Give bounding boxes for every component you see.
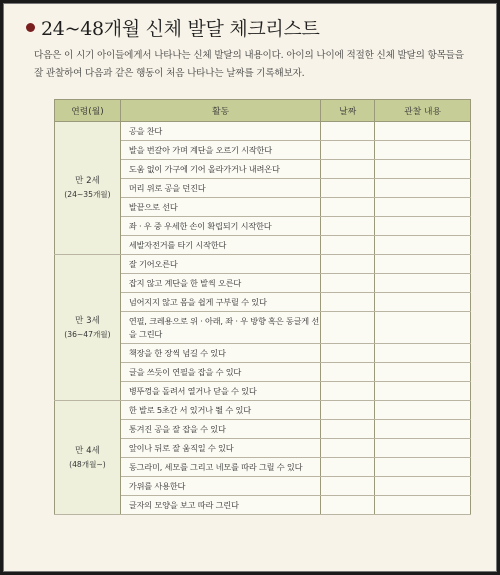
activity-cell xyxy=(120,293,320,312)
date-cell[interactable] xyxy=(321,477,375,496)
activity-cell xyxy=(120,420,320,439)
activity-text: 세발자전거를 타기 시작한다 xyxy=(128,239,227,250)
notes-cell[interactable] xyxy=(375,179,471,198)
activity-cell xyxy=(120,236,320,255)
activity-text: 공을 찬다 xyxy=(128,125,163,136)
age-range-label: (36~47개월) xyxy=(64,329,111,339)
header-date: 날짜 xyxy=(321,100,375,122)
activity-cell xyxy=(120,477,320,496)
date-cell[interactable] xyxy=(321,344,375,363)
checklist-table xyxy=(54,99,471,515)
date-cell[interactable] xyxy=(321,122,375,141)
activity-text: 머리 위로 공을 던진다 xyxy=(128,182,206,193)
notes-cell[interactable] xyxy=(375,141,471,160)
activity-text: 연필, 크레용으로 위 · 아래, 좌 · 우 방향 혹은 동글게 선을 그린다 xyxy=(128,315,320,339)
date-cell[interactable] xyxy=(321,458,375,477)
title-row xyxy=(26,12,320,42)
date-cell[interactable] xyxy=(321,274,375,293)
activity-text: 좌 · 우 중 우세한 손이 확립되기 시작한다 xyxy=(128,220,272,231)
age-label: 만 3세 xyxy=(75,315,100,326)
activity-cell xyxy=(120,496,320,515)
activity-cell xyxy=(120,458,320,477)
activity-cell xyxy=(120,141,320,160)
date-cell[interactable] xyxy=(321,439,375,458)
notes-cell[interactable] xyxy=(375,439,471,458)
age-label: 만 2세 xyxy=(75,176,100,186)
age-range-label: (24~35개월) xyxy=(64,190,111,199)
notes-cell[interactable] xyxy=(375,363,471,382)
activity-cell xyxy=(120,312,320,344)
date-cell[interactable] xyxy=(321,141,375,160)
activity-text: 넘어지지 않고 몸을 쉽게 구부릴 수 있다 xyxy=(128,296,267,307)
activity-text: 한 발로 5초간 서 있거나 뛸 수 있다 xyxy=(128,404,251,415)
notes-cell[interactable] xyxy=(375,496,471,515)
notes-cell[interactable] xyxy=(375,312,471,344)
activity-text: 글을 쓰듯이 연필을 잡을 수 있다 xyxy=(128,366,242,377)
intro-text: 다음은 이 시기 아이들에게서 나타나는 신체 발달의 내용이다. 아이의 나이에 적절한 신체 발달의 항목들을 잘 관찰하여 다음과 같은 행동이 처음 나타나는 날짜를 기록해보자. xyxy=(34,50,464,79)
notes-cell[interactable] xyxy=(375,458,471,477)
activity-cell xyxy=(120,217,320,236)
date-cell[interactable] xyxy=(321,236,375,255)
activity-text: 발을 번갈아 가며 계단을 오르기 시작한다 xyxy=(128,144,272,155)
activity-cell xyxy=(120,274,320,293)
age-group-cell xyxy=(55,401,121,515)
date-cell[interactable] xyxy=(321,401,375,420)
notes-cell[interactable] xyxy=(375,420,471,439)
activity-cell xyxy=(120,255,320,274)
notes-cell[interactable] xyxy=(375,274,471,293)
date-cell[interactable] xyxy=(321,179,375,198)
activity-cell xyxy=(120,439,320,458)
activity-cell xyxy=(120,122,320,141)
activity-text: 잘 기어오른다 xyxy=(128,258,178,269)
date-cell[interactable] xyxy=(321,217,375,236)
date-cell[interactable] xyxy=(321,160,375,179)
header-age: 연령(월) xyxy=(55,100,121,122)
notes-cell[interactable] xyxy=(375,160,471,179)
age-group-cell xyxy=(55,122,121,255)
notes-cell[interactable] xyxy=(375,293,471,312)
activity-text: 가위를 사용한다 xyxy=(128,480,186,491)
date-cell[interactable] xyxy=(321,382,375,401)
notes-cell[interactable] xyxy=(375,401,471,420)
header-notes: 관찰 내용 xyxy=(375,100,471,122)
notes-cell[interactable] xyxy=(375,382,471,401)
age-label: 만 4세 xyxy=(75,445,100,456)
activity-cell xyxy=(120,401,320,420)
date-cell[interactable] xyxy=(321,312,375,344)
table-row xyxy=(55,255,471,274)
activity-cell xyxy=(120,344,320,363)
activity-text: 도움 없이 가구에 기어 올라가거나 내려온다 xyxy=(128,163,280,174)
date-cell[interactable] xyxy=(321,363,375,382)
notes-cell[interactable] xyxy=(375,122,471,141)
activity-text: 병뚜껑을 돌려서 열거나 닫을 수 있다 xyxy=(128,385,257,396)
activity-text: 책장을 한 장씩 넘길 수 있다 xyxy=(128,347,226,358)
notes-cell[interactable] xyxy=(375,255,471,274)
header-activity: 활동 xyxy=(120,100,320,122)
age-group-cell xyxy=(55,255,121,401)
table-row xyxy=(55,401,471,420)
activity-text: 잡지 않고 계단을 한 발씩 오른다 xyxy=(128,277,242,288)
date-cell[interactable] xyxy=(321,293,375,312)
table-header-row xyxy=(55,100,471,122)
activity-text: 글자의 모양을 보고 따라 그린다 xyxy=(128,499,239,510)
age-range-label: (48개월~) xyxy=(69,459,106,469)
notes-cell[interactable] xyxy=(375,344,471,363)
table-row xyxy=(55,122,471,141)
date-cell[interactable] xyxy=(321,420,375,439)
date-cell[interactable] xyxy=(321,496,375,515)
notes-cell[interactable] xyxy=(375,198,471,217)
bullet-icon xyxy=(26,23,35,32)
notes-cell[interactable] xyxy=(375,477,471,496)
activity-cell xyxy=(120,382,320,401)
activity-text: 발끝으로 선다 xyxy=(128,201,178,212)
activity-cell xyxy=(120,160,320,179)
checklist-body xyxy=(55,122,471,515)
checklist-page xyxy=(3,3,497,572)
activity-cell xyxy=(120,179,320,198)
activity-text: 통겨진 공을 잘 잡을 수 있다 xyxy=(128,423,226,434)
activity-text: 앞이나 뒤로 잘 움직일 수 있다 xyxy=(128,442,234,453)
activity-cell xyxy=(120,198,320,217)
date-cell[interactable] xyxy=(321,198,375,217)
page-title: 24~48개월 신체 발달 체크리스트 xyxy=(41,17,320,40)
notes-cell[interactable] xyxy=(375,236,471,255)
activity-cell xyxy=(120,363,320,382)
date-cell[interactable] xyxy=(321,255,375,274)
notes-cell[interactable] xyxy=(375,217,471,236)
activity-text: 동그라미, 세모를 그리고 네모를 따라 그릴 수 있다 xyxy=(128,461,303,472)
